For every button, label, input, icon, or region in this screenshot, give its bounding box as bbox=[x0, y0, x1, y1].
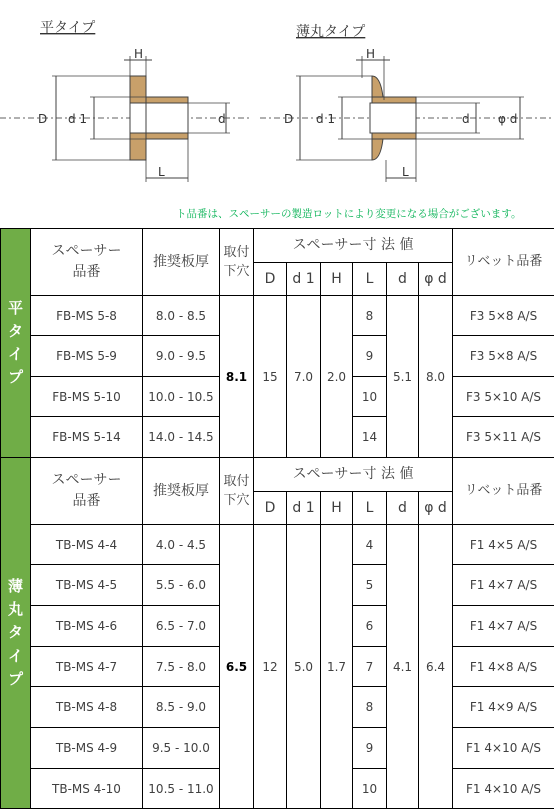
part-number: TB-MS 4-5 bbox=[31, 565, 143, 606]
header-rivet: リベット品番 bbox=[453, 458, 554, 525]
dim-d-value: 5.1 bbox=[387, 296, 419, 458]
header-thickness: 推奨板厚 bbox=[143, 229, 220, 296]
header-rivet: リベット品番 bbox=[453, 229, 554, 296]
part-number: FB-MS 5-9 bbox=[31, 336, 143, 377]
rivet-part: F3 5×8 A/S bbox=[453, 296, 554, 336]
dim-label: d bbox=[462, 112, 470, 126]
dim-label: D bbox=[284, 112, 293, 126]
dim-label: D bbox=[38, 112, 47, 126]
part-number: TB-MS 4-9 bbox=[31, 728, 143, 769]
thickness: 4.0 - 4.5 bbox=[143, 525, 220, 565]
rivet-part: F1 4×9 A/S bbox=[453, 687, 554, 728]
mount-hole-value: 8.1 bbox=[220, 296, 254, 458]
dim-phi-d-value: 6.4 bbox=[419, 525, 453, 809]
dim-L-value: 6 bbox=[353, 606, 387, 647]
spacer-diagram bbox=[0, 0, 554, 228]
rivet-part: F1 4×10 A/S bbox=[453, 728, 554, 769]
dome-type-title: 薄丸タイプ bbox=[296, 23, 365, 40]
part-number: TB-MS 4-6 bbox=[31, 606, 143, 647]
thickness: 10.0 - 10.5 bbox=[143, 377, 220, 417]
rivet-note: ト品番は、スペーサーの製造ロットにより変更になる場合がございます。 bbox=[176, 206, 554, 221]
dim-H-value: 1.7 bbox=[321, 525, 353, 809]
header-dim-phi-d: φ d bbox=[419, 263, 453, 296]
dim-L-value: 5 bbox=[353, 565, 387, 606]
header-dimensions: スペーサー寸 法 値 bbox=[254, 229, 453, 263]
header-dim-d: d bbox=[387, 492, 419, 525]
header-dim-H: H bbox=[321, 492, 353, 525]
dim-L-value: 7 bbox=[353, 647, 387, 687]
thickness: 9.5 - 10.0 bbox=[143, 728, 220, 769]
thickness: 7.5 - 8.0 bbox=[143, 647, 220, 687]
dim-L-value: 4 bbox=[353, 525, 387, 565]
header-dim-D: D bbox=[254, 263, 287, 296]
part-number: FB-MS 5-8 bbox=[31, 296, 143, 336]
rivet-part: F1 4×5 A/S bbox=[453, 525, 554, 565]
header-dim-d1: d 1 bbox=[287, 263, 321, 296]
thickness: 8.5 - 9.0 bbox=[143, 687, 220, 728]
header-dim-H: H bbox=[321, 263, 353, 296]
header-dim-L: L bbox=[353, 492, 387, 525]
header-dim-L: L bbox=[353, 263, 387, 296]
rivet-part: F1 4×8 A/S bbox=[453, 647, 554, 687]
part-number: TB-MS 4-7 bbox=[31, 647, 143, 687]
thickness: 14.0 - 14.5 bbox=[143, 417, 220, 458]
dim-D-value: 15 bbox=[254, 296, 287, 458]
thickness: 10.5 - 11.0 bbox=[143, 769, 220, 809]
dim-L-value: 9 bbox=[353, 728, 387, 769]
flat-type-table bbox=[0, 228, 554, 458]
header-mount-hole: 取付 下穴 bbox=[220, 458, 254, 525]
part-number: FB-MS 5-10 bbox=[31, 377, 143, 417]
thickness: 6.5 - 7.0 bbox=[143, 606, 220, 647]
rivet-part: F3 5×11 A/S bbox=[453, 417, 554, 458]
dim-L-value: 14 bbox=[353, 417, 387, 458]
thickness: 5.5 - 6.0 bbox=[143, 565, 220, 606]
table-row bbox=[1, 296, 554, 336]
dim-phi-d-value: 8.0 bbox=[419, 296, 453, 458]
rivet-part: F3 5×8 A/S bbox=[453, 336, 554, 377]
header-dim-D: D bbox=[254, 492, 287, 525]
header-mount-hole: 取付 下穴 bbox=[220, 229, 254, 296]
rivet-part: F1 4×10 A/S bbox=[453, 769, 554, 809]
dim-L-value: 9 bbox=[353, 336, 387, 377]
dim-L-value: 8 bbox=[353, 687, 387, 728]
dim-d1-value: 5.0 bbox=[287, 525, 321, 809]
header-spacer-part: スペーサー 品番 bbox=[31, 458, 143, 525]
dim-label: H bbox=[366, 47, 375, 61]
thickness: 8.0 - 8.5 bbox=[143, 296, 220, 336]
dim-label: d 1 bbox=[68, 112, 87, 126]
flat-type-title: 平タイプ bbox=[40, 20, 95, 36]
header-dim-phi-d: φ d bbox=[419, 492, 453, 525]
part-number: TB-MS 4-4 bbox=[31, 525, 143, 565]
dome-spacer-shape bbox=[370, 76, 416, 160]
table-row bbox=[1, 525, 554, 565]
rivet-part: F3 5×10 A/S bbox=[453, 377, 554, 417]
dim-label: d bbox=[218, 112, 226, 126]
header-dimensions: スペーサー寸 法 値 bbox=[254, 458, 453, 492]
dim-label: d 1 bbox=[316, 112, 335, 126]
thickness: 9.0 - 9.5 bbox=[143, 336, 220, 377]
dim-L-value: 10 bbox=[353, 377, 387, 417]
header-spacer-part: スペーサー 品番 bbox=[31, 229, 143, 296]
rivet-part: F1 4×7 A/S bbox=[453, 606, 554, 647]
part-number: FB-MS 5-14 bbox=[31, 417, 143, 458]
dim-L-value: 8 bbox=[353, 296, 387, 336]
dim-d1-value: 7.0 bbox=[287, 296, 321, 458]
mount-hole-value: 6.5 bbox=[220, 525, 254, 809]
dim-label: L bbox=[402, 165, 409, 179]
dim-label: L bbox=[158, 165, 165, 179]
dim-d-value: 4.1 bbox=[387, 525, 419, 809]
flat-spacer-shape bbox=[130, 76, 188, 160]
dim-H-value: 2.0 bbox=[321, 296, 353, 458]
header-thickness: 推奨板厚 bbox=[143, 458, 220, 525]
side-label-flat: 平 タ イ プ bbox=[1, 229, 31, 458]
part-number: TB-MS 4-8 bbox=[31, 687, 143, 728]
dome-type-table bbox=[0, 457, 554, 809]
part-number: TB-MS 4-10 bbox=[31, 769, 143, 809]
rivet-part: F1 4×7 A/S bbox=[453, 565, 554, 606]
dim-label: H bbox=[134, 47, 143, 61]
dim-label: φ d bbox=[498, 112, 517, 126]
header-dim-d: d bbox=[387, 263, 419, 296]
dim-L-value: 10 bbox=[353, 769, 387, 809]
dim-D-value: 12 bbox=[254, 525, 287, 809]
side-label-dome: 薄 丸 タ イ プ bbox=[1, 458, 31, 809]
header-dim-d1: d 1 bbox=[287, 492, 321, 525]
